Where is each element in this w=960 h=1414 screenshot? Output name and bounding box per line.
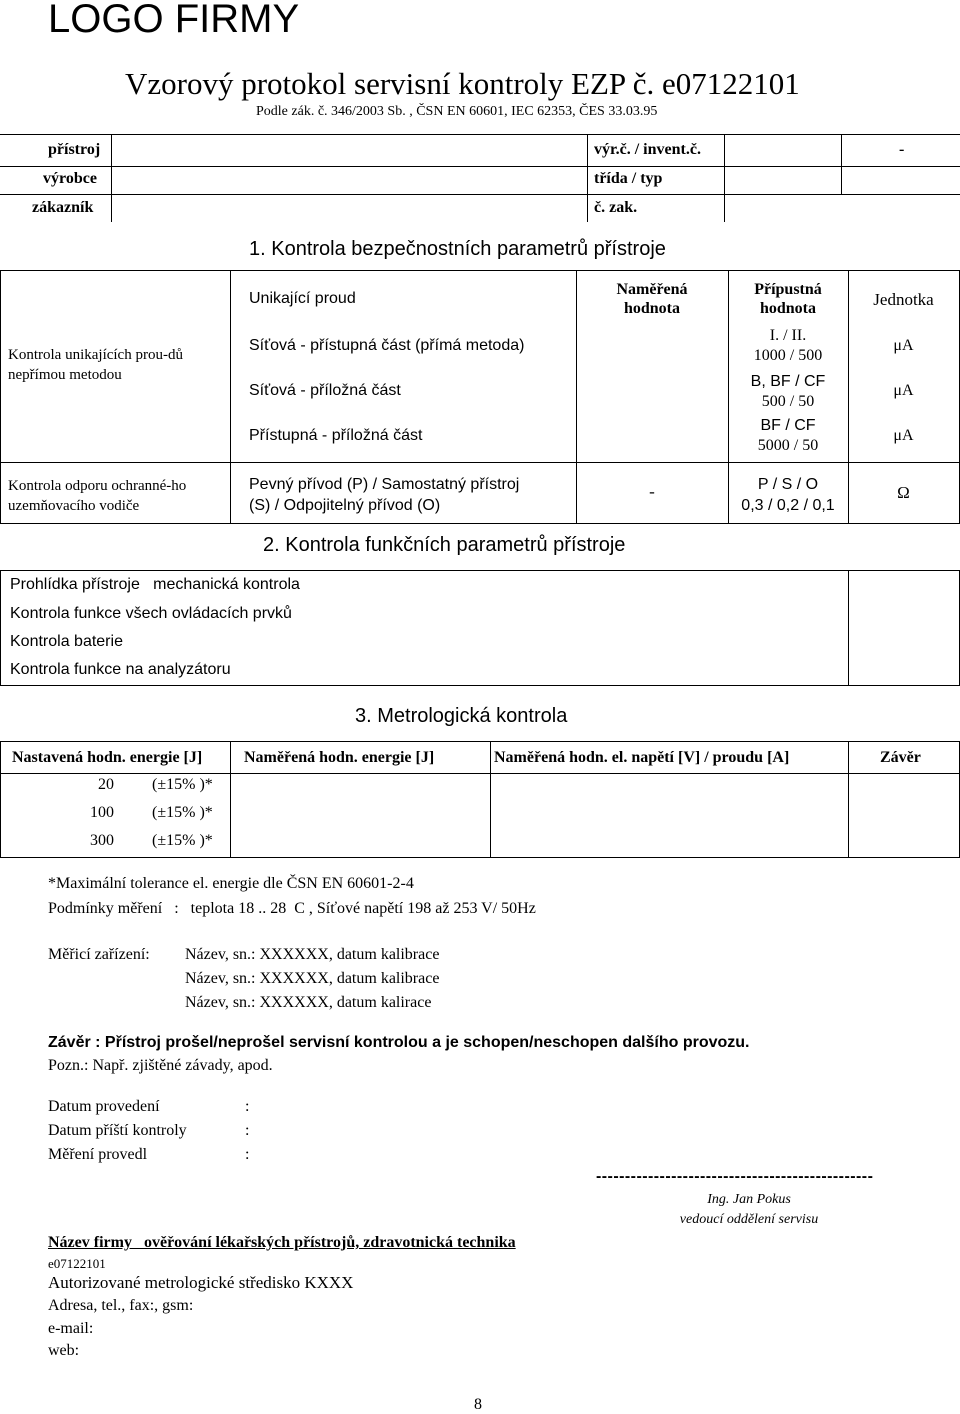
serial-label: výr.č. / invent.č. [594, 141, 701, 158]
metrology-header-voltage: Naměřená hodn. el. napětí [V] / proudu [A] [494, 749, 790, 766]
equipment-item: Název, sn.: XXXXXX, datum kalirace [185, 994, 432, 1011]
device-label: přístroj [48, 141, 101, 158]
metrology-header-measured: Naměřená hodn. energie [J] [244, 749, 435, 766]
signer-name: Ing. Jan Pokus [707, 1192, 791, 1207]
section3-title: 3. Metrologická kontrola [355, 705, 568, 727]
ground-test-label: Kontrola odporu ochranné-ho uzemňovacího vodiče [8, 478, 187, 514]
manufacturer-label: výrobce [43, 170, 97, 187]
equipment-item: Název, sn.: XXXXXX, datum kalibrace [185, 970, 440, 987]
ground-allowed: P / S / O 0,3 / 0,2 / 0,1 [741, 476, 835, 514]
allowed-header: Přípustná hodnota [754, 281, 822, 317]
signature-line: ------------------------------------------------ [596, 1168, 874, 1185]
company-address: Adresa, tel., fax:, gsm: [48, 1297, 194, 1314]
leak-row-label: Přístupná - příložná část [249, 427, 423, 444]
date-performed-colon: : [245, 1098, 250, 1115]
document-subtitle: Podle zák. č. 346/2003 Sb. , ČSN EN 60601, IEC 62353, ČES 33.03.95 [256, 104, 658, 119]
energy-tolerance: (±15% )* [152, 832, 213, 849]
leak-row-label: Síťová - přístupná část (přímá metoda) [249, 337, 525, 354]
leak-row-unit: μA [893, 427, 914, 444]
energy-value: 100 [90, 804, 114, 821]
next-check-colon: : [245, 1122, 250, 1139]
measurement-conditions: Podmínky měření : teplota 18 .. 28 C , Síťové napětí 198 až 253 V/ 50Hz [48, 900, 536, 917]
class-label: třída / typ [594, 170, 663, 187]
leak-row-unit: μA [893, 382, 914, 399]
leak-header: Unikající proud [249, 290, 356, 307]
leak-row-unit: μA [893, 337, 914, 354]
energy-value: 300 [90, 832, 114, 849]
section2-title: 2. Kontrola funkčních parametrů přístroje [263, 534, 626, 556]
leak-row-allowed: I. / II. 1000 / 500 [753, 327, 823, 364]
function-item: Prohlídka přístroje mechanická kontrola [10, 576, 300, 593]
leak-row-allowed: BF / CF 5000 / 50 [757, 417, 819, 454]
conclusion-note: Pozn.: Např. zjištěné závady, apod. [48, 1057, 273, 1074]
measured-by-colon: : [245, 1146, 250, 1163]
date-performed-label: Datum provedení [48, 1098, 160, 1115]
metrology-header-set: Nastavená hodn. energie [J] [12, 749, 203, 766]
energy-tolerance: (±15% )* [152, 804, 213, 821]
company-web: web: [48, 1342, 80, 1359]
company-email: e-mail: [48, 1320, 94, 1337]
ground-unit: Ω [897, 483, 910, 502]
signer-role: vedoucí oddělení servisu [679, 1212, 819, 1227]
section1-title: 1. Kontrola bezpečnostních parametrů přístroje [249, 238, 666, 260]
next-check-label: Datum příští kontroly [48, 1122, 187, 1139]
function-item: Kontrola funkce všech ovládacích prvků [10, 605, 292, 622]
function-item: Kontrola baterie [10, 633, 123, 650]
energy-tolerance: (±15% )* [152, 776, 213, 793]
energy-value: 20 [98, 776, 114, 793]
ground-measured: - [649, 482, 655, 501]
measured-header: Naměřená hodnota [616, 281, 688, 317]
conclusion-text: Závěr : Přístroj prošel/neprošel servisní kontrolou a je schopen/neschopen dalšího provozu. [48, 1034, 750, 1051]
metrology-header-conclusion: Závěr [880, 749, 921, 766]
leak-row-allowed: B, BF / CF 500 / 50 [750, 373, 826, 410]
measured-by-label: Měření provedl [48, 1146, 148, 1163]
leak-test-label: Kontrola unikajících prou-dů nepřímou metodou [8, 347, 183, 383]
equipment-item: Název, sn.: XXXXXX, datum kalibrace [185, 946, 440, 963]
leak-row-label: Síťová - příložná část [249, 382, 401, 399]
ground-description: Pevný přívod (P) / Samostatný přístroj (S) / Odpojitelný přívod (O) [249, 476, 520, 514]
equipment-label: Měřicí zařízení: [48, 946, 150, 963]
logo: LOGO FIRMY [48, 0, 300, 41]
serial-value: - [899, 141, 905, 158]
customer-no-label: č. zak. [594, 199, 638, 216]
company-code: e07122101 [48, 1256, 106, 1271]
page-number: 8 [474, 1396, 482, 1413]
company-name: Název firmy ověřování lékařských přístrojů, zdravotnická technika [48, 1234, 516, 1251]
document-title: Vzorový protokol servisní kontroly EZP č. e07122101 [125, 66, 800, 101]
function-item: Kontrola funkce na analyzátoru [10, 661, 231, 678]
customer-label: zákazník [32, 199, 94, 216]
tolerance-note: *Maximální tolerance el. energie dle ČSN EN 60601-2-4 [48, 875, 414, 892]
metrology-center: Autorizované metrologické středisko KXXX [48, 1273, 354, 1292]
unit-header: Jednotka [873, 290, 934, 309]
